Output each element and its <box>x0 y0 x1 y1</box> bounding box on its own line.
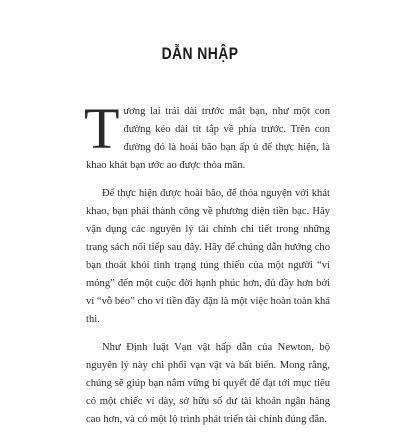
paragraph-2: Để thực hiện được hoài bão, để thỏa nguyện với khát khao, bạn phải thành công về phương diện tiền bạc. Hãy vận dụng các nguyên lý tài chính chi tiết trong những trang sách nối tiếp sau đây. Hãy để chúng dẫn hướng cho bạn thoát khỏi tình trạng túng thiếu của một người “ví mỏng” đến một cuộc đời hạnh phúc hơn, đủ đầy hơn bởi ví “vỗ béo” cho ví tiền đầy đặn là một việc hoàn toàn khả thi. <box>86 188 330 325</box>
paragraph-1 <box>84 96 330 175</box>
page-body <box>84 96 330 439</box>
chapter-title: DẪN NHẬP <box>161 44 239 63</box>
paragraph-3: Như Định luật Vạn vật hấp dẫn của Newton, bộ nguyên lý này chi phối vạn vật và bất biến. Mong rằng, chúng sẽ giúp bạn nắm vững bí quyết để đạt tới mục tiêu có một chiếc ví dày, sở hữu số dư tài khoản ngân hàng cao hơn, và có một lộ trình phát triển tài chính đúng đắn. <box>86 342 330 425</box>
paragraph-1-text: ương lai trải dài trước mắt bạn, như một con đường kéo dài tít tắp về phía trước. Trên con đường đó là hoài bão bạn ấp ủ để thực hiện, là khao khát bạn ước ao được thỏa mãn. <box>86 106 330 171</box>
drop-cap: T <box>84 96 120 161</box>
